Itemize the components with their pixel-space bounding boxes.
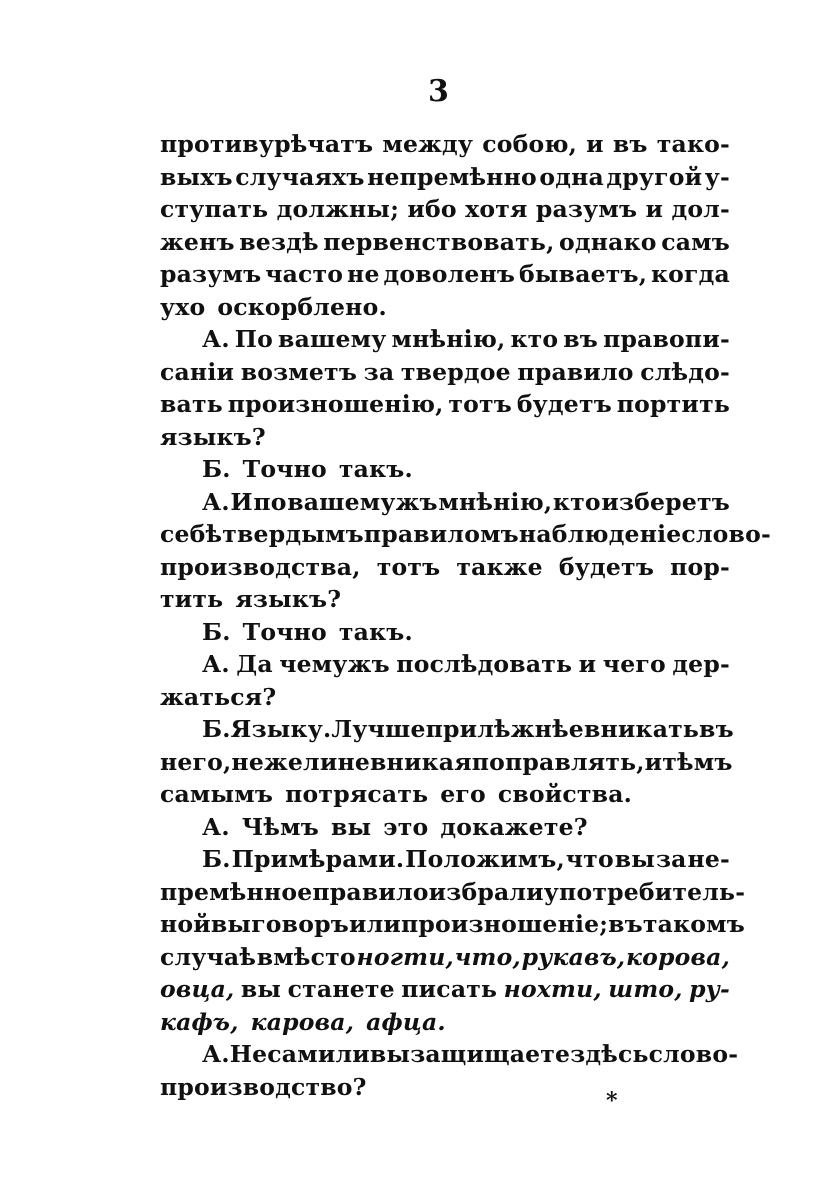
text-line bbox=[160, 713, 734, 746]
word: не bbox=[347, 260, 380, 288]
word: ли bbox=[335, 1040, 370, 1068]
word: бываетъ, bbox=[519, 260, 648, 288]
word: свойства. bbox=[497, 780, 633, 808]
word: возметъ bbox=[240, 357, 358, 386]
word: себѣ bbox=[160, 520, 223, 548]
word: будетъ bbox=[558, 552, 655, 581]
word: разумъ bbox=[535, 195, 638, 223]
word: твердымъ bbox=[222, 520, 364, 548]
word: или bbox=[348, 910, 401, 938]
word: карова, bbox=[250, 1007, 355, 1036]
word: писать bbox=[401, 975, 498, 1003]
word: правило bbox=[312, 877, 429, 906]
word: тить bbox=[160, 585, 224, 613]
word: за bbox=[655, 845, 687, 873]
word: нежели bbox=[231, 747, 338, 776]
word: По bbox=[234, 325, 274, 353]
word: здѣсь bbox=[570, 1040, 649, 1068]
word: рукавъ, bbox=[521, 942, 626, 971]
word: и bbox=[644, 747, 663, 776]
word: языкъ? bbox=[160, 422, 266, 451]
word: не bbox=[337, 747, 371, 776]
word: портить bbox=[616, 390, 730, 418]
word: слово- bbox=[648, 1040, 739, 1068]
text-line bbox=[160, 1006, 730, 1039]
word: и bbox=[645, 195, 664, 223]
word: его bbox=[440, 780, 486, 808]
word: языкъ? bbox=[235, 585, 342, 613]
word: ибо bbox=[407, 195, 457, 223]
word: непремѣнно bbox=[367, 162, 537, 191]
word: мнѣнію, bbox=[438, 487, 553, 516]
word: въ bbox=[612, 130, 648, 158]
word: станете bbox=[287, 975, 395, 1003]
text-line bbox=[160, 421, 730, 454]
text-line bbox=[160, 356, 730, 389]
body-text bbox=[160, 128, 771, 1103]
word: мнѣнію, bbox=[391, 325, 506, 353]
word: А. bbox=[202, 812, 230, 841]
text-line bbox=[160, 941, 730, 974]
text-line bbox=[160, 778, 730, 811]
text-line bbox=[160, 876, 746, 909]
word: А. bbox=[202, 487, 230, 516]
word: кто bbox=[510, 325, 559, 353]
word: хотя bbox=[465, 195, 528, 223]
text-line bbox=[160, 551, 730, 584]
word: у- bbox=[704, 162, 730, 191]
word: защищаете bbox=[410, 1040, 571, 1068]
word: правопи- bbox=[603, 325, 730, 353]
word: ступать bbox=[160, 195, 269, 223]
word: ной bbox=[160, 910, 211, 938]
word: што, bbox=[608, 975, 683, 1003]
word: за bbox=[363, 357, 395, 386]
word: будетъ bbox=[516, 390, 612, 418]
word: не- bbox=[687, 845, 730, 873]
word: нохти, bbox=[503, 975, 602, 1003]
text-line bbox=[160, 681, 730, 714]
word: премѣнное bbox=[160, 877, 313, 906]
word: афца. bbox=[366, 1007, 446, 1036]
word: чего bbox=[602, 650, 666, 678]
text-line bbox=[160, 518, 771, 551]
text-line bbox=[160, 1071, 730, 1104]
word: ру- bbox=[689, 975, 730, 1003]
word: избрали bbox=[428, 877, 544, 906]
text-line bbox=[160, 128, 730, 161]
word: въ bbox=[699, 715, 734, 743]
signature-mark: * bbox=[606, 1088, 618, 1114]
text-line bbox=[160, 811, 730, 844]
word: самымъ bbox=[160, 780, 274, 808]
word: должны; bbox=[276, 195, 400, 223]
word: слово- bbox=[681, 520, 771, 548]
word: тотъ bbox=[376, 552, 441, 581]
word: Чѣмъ bbox=[241, 812, 319, 841]
word: ногти, bbox=[356, 942, 454, 971]
text-line bbox=[160, 388, 730, 421]
text-line bbox=[160, 746, 733, 779]
word: Положимъ, bbox=[405, 845, 565, 873]
word: него, bbox=[160, 747, 232, 776]
word: дол- bbox=[671, 195, 730, 223]
word: что, bbox=[454, 942, 521, 971]
word: первенствовать, bbox=[323, 227, 555, 256]
word: выговоръ bbox=[210, 910, 349, 938]
text-line bbox=[160, 973, 730, 1006]
word: Точно bbox=[242, 455, 327, 483]
word: И bbox=[230, 487, 253, 516]
word: чемужъ bbox=[279, 650, 390, 678]
text-line bbox=[160, 323, 730, 356]
word: Не bbox=[229, 1040, 268, 1068]
word: дер- bbox=[672, 650, 730, 678]
word: поправлять, bbox=[471, 747, 645, 776]
text-line bbox=[160, 843, 730, 876]
word: вать bbox=[160, 390, 223, 418]
text-line bbox=[160, 908, 745, 941]
word: сами bbox=[267, 1040, 336, 1068]
word: тако- bbox=[656, 130, 730, 158]
word: саніи bbox=[160, 357, 235, 386]
word: Лучше bbox=[331, 715, 426, 743]
text-line bbox=[160, 226, 730, 259]
word: противурѣчатъ bbox=[160, 130, 374, 158]
word: потрясать bbox=[285, 780, 429, 808]
word: ухо bbox=[160, 292, 206, 321]
text-line bbox=[160, 258, 730, 291]
word: правило bbox=[517, 357, 634, 386]
word: Примѣрами. bbox=[231, 845, 405, 873]
word: это bbox=[383, 812, 429, 841]
word: пор- bbox=[670, 552, 730, 581]
word: производство? bbox=[160, 1072, 367, 1101]
word: Б. bbox=[202, 715, 231, 743]
word: А. bbox=[202, 325, 230, 353]
word: доволенъ bbox=[383, 260, 516, 288]
word: женъ bbox=[160, 227, 235, 256]
word: А. bbox=[202, 1040, 230, 1068]
word: послѣдовать bbox=[396, 650, 573, 678]
word: тѣмъ bbox=[662, 747, 733, 776]
word: вы bbox=[369, 1040, 411, 1068]
word: Языку. bbox=[230, 715, 332, 743]
word: слѣдо- bbox=[640, 357, 730, 386]
text-line bbox=[160, 486, 730, 519]
word: и bbox=[578, 650, 597, 678]
text-line bbox=[160, 648, 730, 681]
word: оскорблено. bbox=[217, 292, 387, 321]
word: одна bbox=[539, 162, 604, 191]
word: вашемужъ bbox=[287, 487, 438, 516]
word: вмѣсто bbox=[256, 942, 356, 971]
word: что bbox=[565, 845, 614, 873]
word: жаться? bbox=[160, 682, 277, 711]
word: по bbox=[253, 487, 287, 516]
word: въ bbox=[563, 325, 599, 353]
text-line bbox=[160, 1038, 739, 1071]
word: вы bbox=[240, 975, 282, 1003]
word: прилѣжнѣе bbox=[425, 715, 584, 743]
word: вездѣ bbox=[239, 227, 319, 256]
word: овца, bbox=[160, 975, 235, 1003]
word: между bbox=[382, 130, 474, 158]
word: другой bbox=[606, 162, 703, 191]
word: Б. bbox=[202, 455, 231, 483]
word: случаѣ bbox=[160, 942, 257, 971]
word: производства, bbox=[160, 552, 361, 581]
word: вы bbox=[330, 812, 372, 841]
text-line bbox=[160, 583, 730, 616]
word: такъ. bbox=[338, 455, 413, 483]
word: докажете? bbox=[440, 812, 588, 841]
word: самъ bbox=[661, 227, 730, 256]
word: кто bbox=[552, 487, 601, 516]
word: Б. bbox=[202, 617, 231, 646]
word: Б. bbox=[202, 845, 231, 873]
word: въ bbox=[608, 910, 643, 938]
word: часто bbox=[265, 260, 344, 288]
word: кафъ, bbox=[160, 1007, 239, 1036]
text-line bbox=[160, 291, 730, 324]
page-number: 3 bbox=[428, 74, 449, 109]
word: также bbox=[456, 552, 543, 581]
word: изберетъ bbox=[601, 487, 730, 516]
text-line bbox=[160, 616, 730, 649]
word: вникая bbox=[370, 747, 472, 776]
word: такъ. bbox=[338, 617, 413, 646]
word: тотъ bbox=[448, 390, 512, 418]
text-line bbox=[160, 161, 730, 194]
word: наблюденіе bbox=[518, 520, 682, 548]
word: выхъ bbox=[160, 162, 233, 191]
word: А. bbox=[202, 650, 230, 678]
word: вашему bbox=[278, 325, 387, 353]
word: и bbox=[586, 130, 604, 158]
word: такомъ bbox=[642, 910, 745, 938]
text-line bbox=[160, 193, 730, 226]
word: твердое bbox=[400, 357, 511, 386]
word: случаяхъ bbox=[235, 162, 365, 191]
text-line bbox=[160, 453, 730, 486]
word: вы bbox=[614, 845, 656, 873]
word: собою, bbox=[482, 130, 578, 158]
word: произношенію, bbox=[227, 390, 444, 418]
word: когда bbox=[651, 260, 730, 288]
word: употребитель- bbox=[543, 877, 746, 906]
word: Да bbox=[236, 650, 273, 678]
word: разумъ bbox=[160, 260, 262, 288]
word: однако bbox=[559, 227, 657, 256]
word: вникать bbox=[583, 715, 700, 743]
word: правиломъ bbox=[363, 520, 519, 548]
word: Точно bbox=[242, 617, 327, 646]
word: произношеніе; bbox=[400, 910, 609, 938]
word: корова, bbox=[626, 942, 730, 971]
